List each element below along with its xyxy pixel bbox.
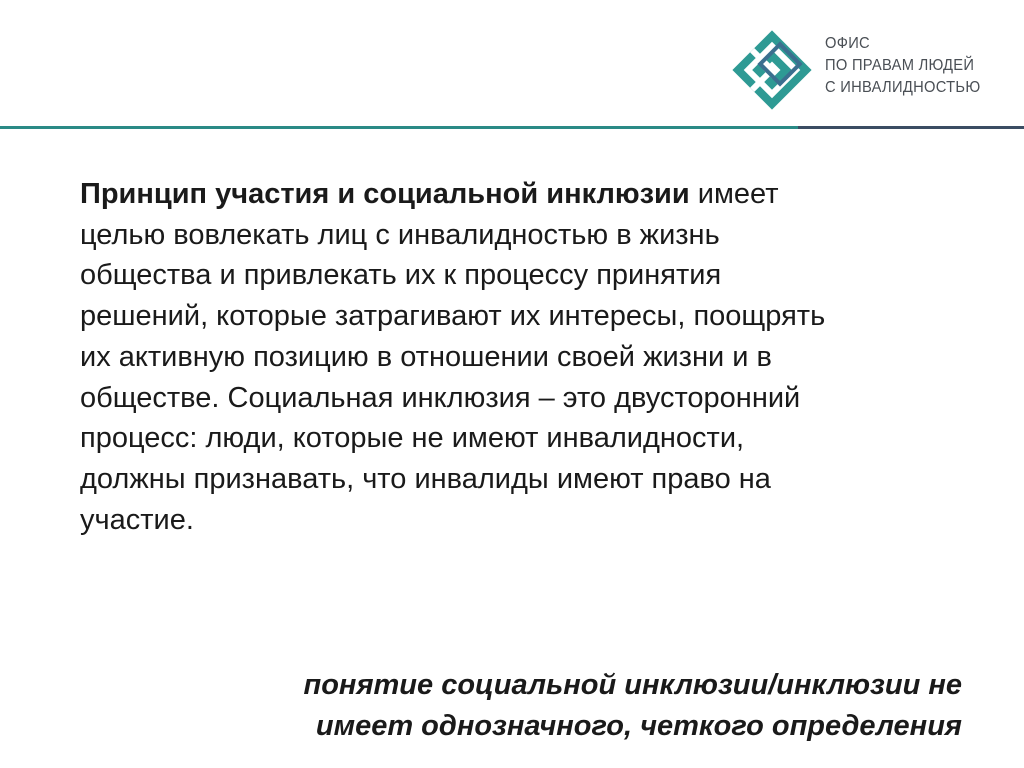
paragraph-line-1	[80, 174, 980, 215]
paragraph-line: обществе. Социальная инклюзия – это двусторонний	[80, 381, 801, 414]
paragraph-line: целью вовлекать лиц с инвалидностью в жизнь	[80, 218, 720, 251]
principle-paragraph	[80, 174, 980, 540]
paragraph-line: решений, которые затрагивают их интересы, поощрять	[80, 300, 826, 333]
header-divider-navy	[798, 126, 1024, 129]
paragraph-line: их активную позицию в отношении своей жизни и в	[80, 340, 772, 373]
paragraph-line: участие.	[80, 503, 194, 536]
office-logo-text	[825, 33, 980, 99]
header	[0, 0, 1024, 130]
header-divider-teal	[0, 126, 798, 129]
paragraph-line: общества и привлекать их к процессу принятия	[80, 259, 722, 292]
logo-line-1: ОФИС	[825, 35, 870, 52]
paragraph-line: должны признавать, что инвалиды имеют право на	[80, 462, 771, 495]
logo-line-3: С ИНВАЛИДНОСТЬЮ	[825, 79, 981, 96]
note-line-2: имеет однозначного, четкого определения	[315, 710, 962, 742]
paragraph-fragment: имеет	[689, 178, 779, 210]
logo-line-2: ПО ПРАВАМ ЛЮДЕЙ	[825, 57, 975, 74]
paragraph-line: процесс: люди, которые не имеют инвалидности,	[80, 422, 745, 455]
definition-note	[304, 665, 963, 747]
office-logo-icon	[730, 28, 814, 112]
principle-title: Принцип участия и социальной инклюзии	[80, 178, 690, 210]
note-line-1: понятие социальной инклюзии/инклюзии не	[303, 669, 962, 701]
